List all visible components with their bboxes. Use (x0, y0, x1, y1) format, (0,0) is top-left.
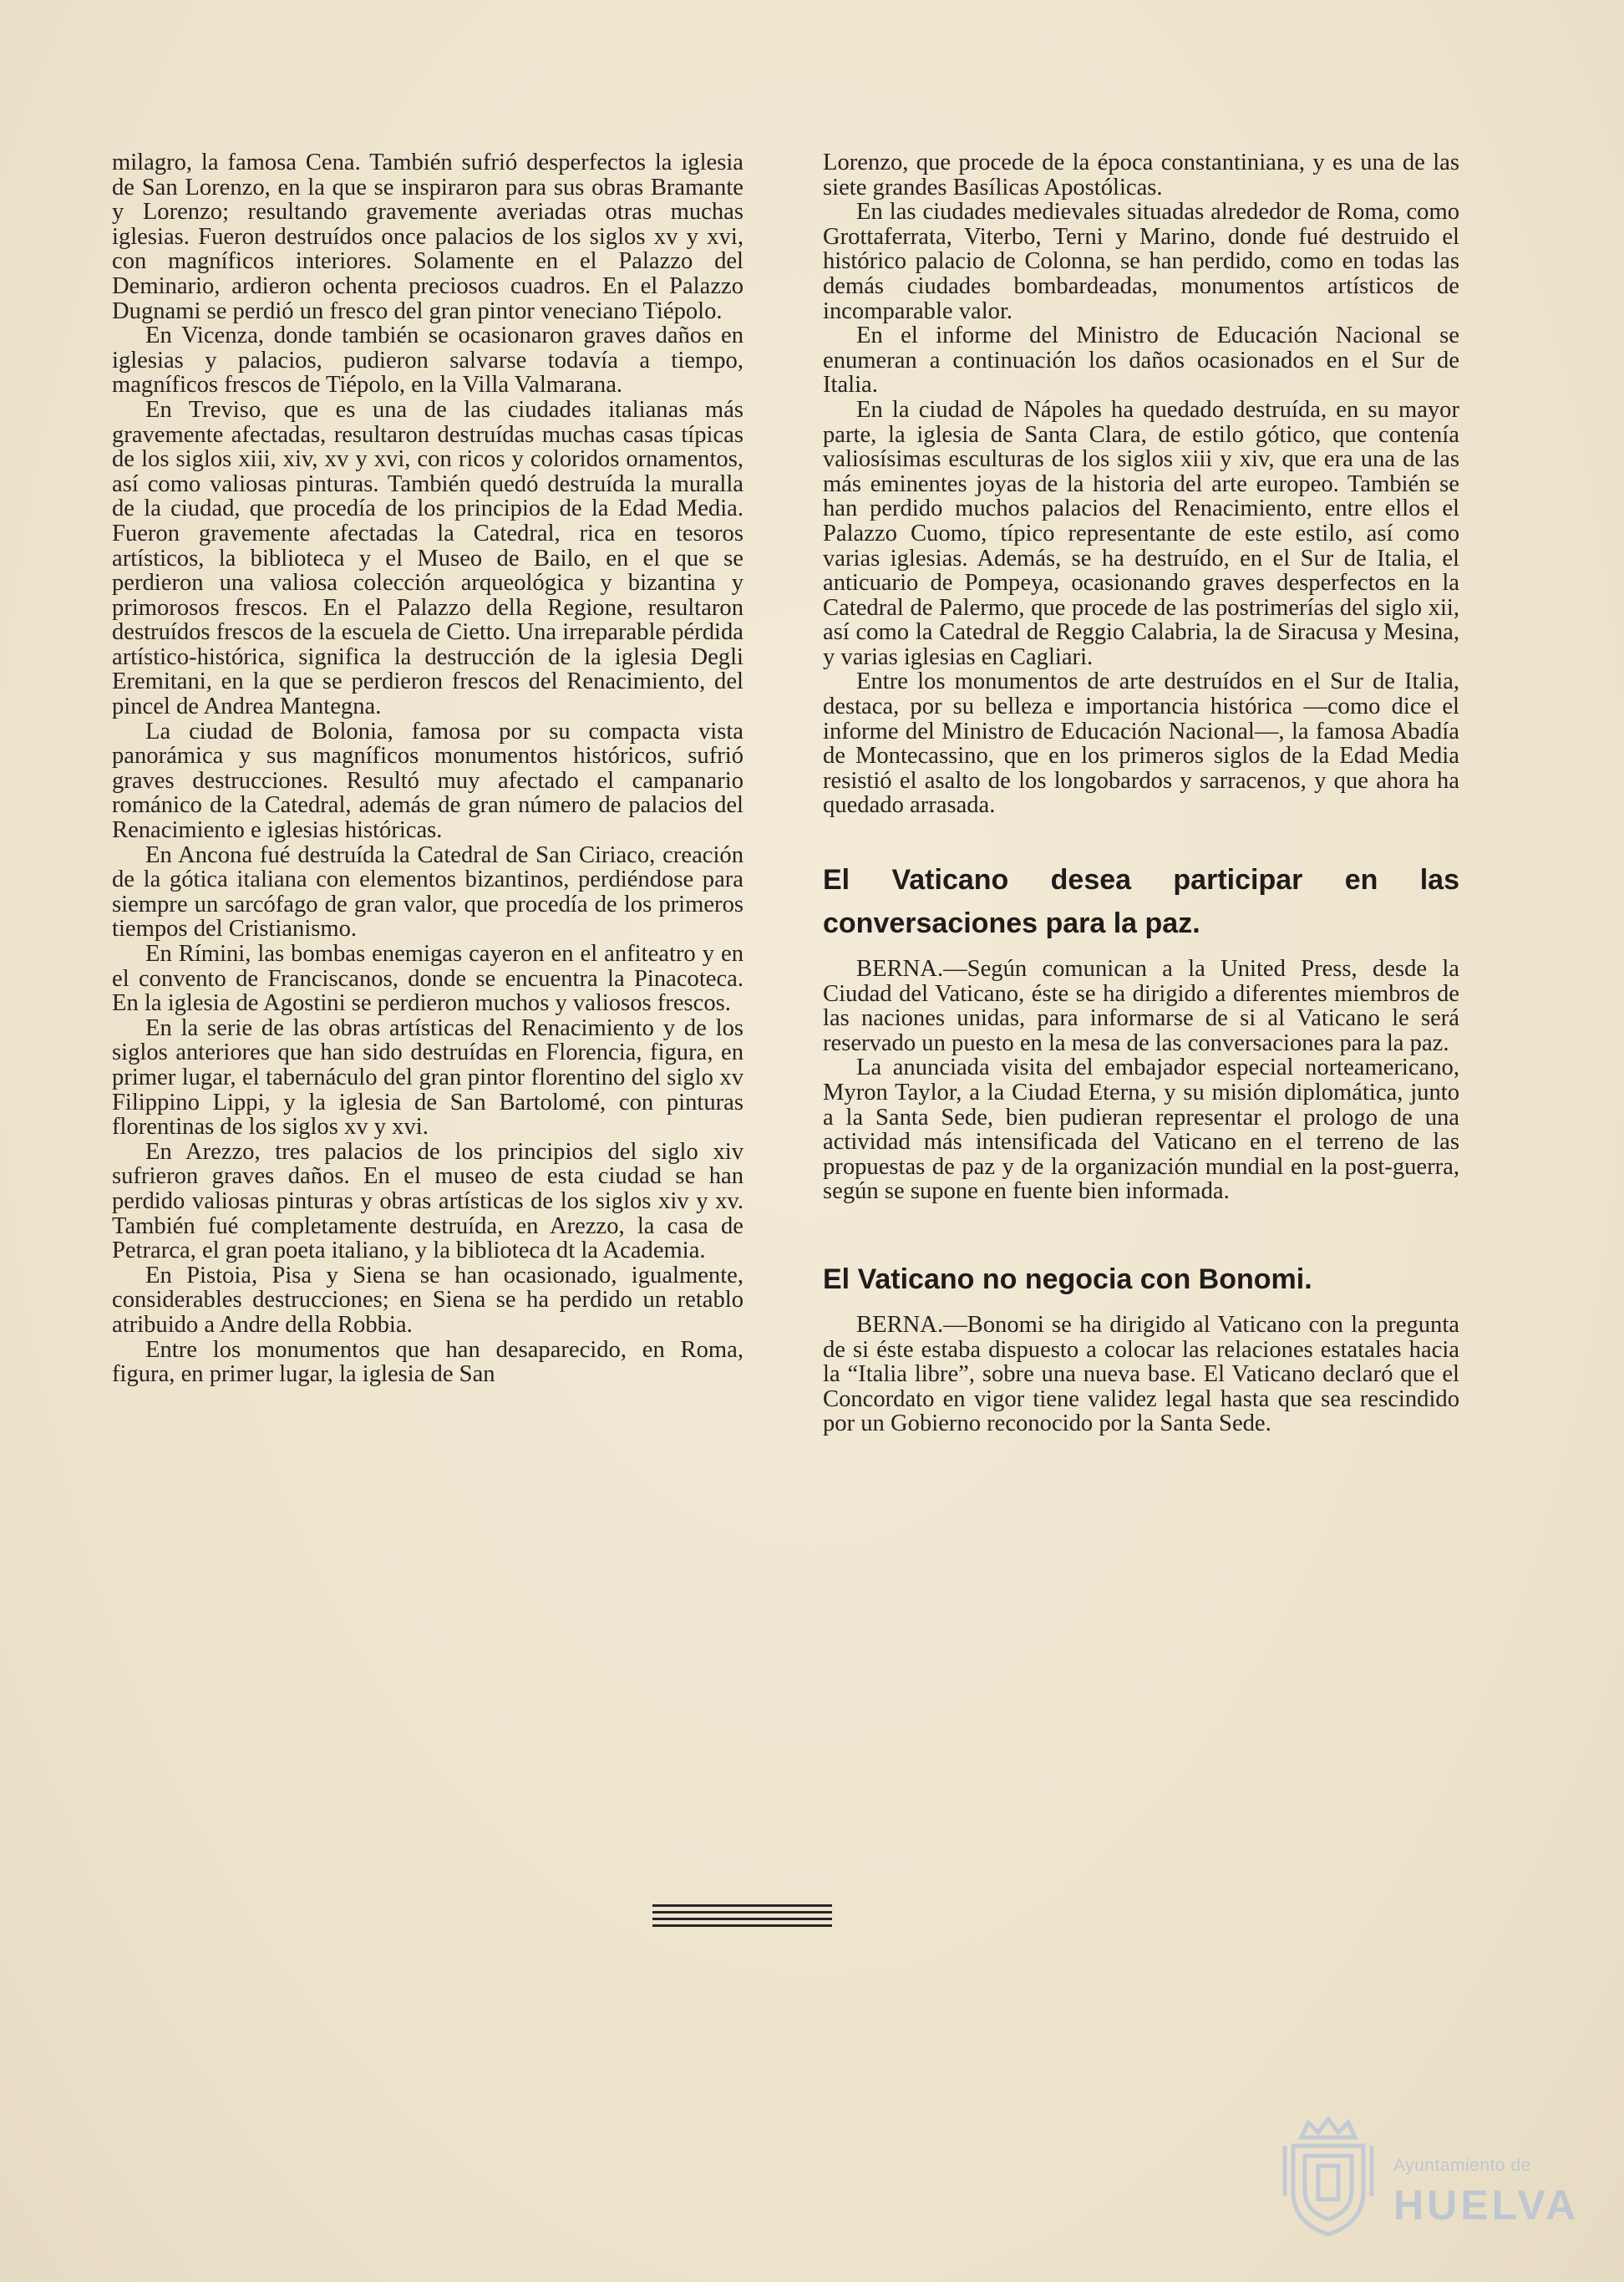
right-paragraph-3: En el informe del Ministro de Educación Nacional se enumeran a continuación los daños ocasionados en el Sur de Italia. (823, 323, 1459, 399)
left-paragraph-9: En Pistoia, Pisa y Siena se han ocasionado, igualmente, considerables destrucciones; en Siena se ha perdido un retablo atribuido a Andre della Robbia. (112, 1262, 743, 1338)
left-paragraph-1: milagro, la famosa Cena. También sufrió desperfectos la iglesia de San Lorenzo, en la que se inspiraron para sus obras Bramante y Lorenzo; resultando gravemente averiadas otras muchas iglesias. Fueron destruídos once palacios de los siglos xv y xvi, con magníficos interiores. Solamente en el Palazzo del Deminario, ardieron ochenta preciosos cuadros. En el Palazzo Dugnami se perdió un fresco del gran pintor veneciano Tiépolo. (112, 150, 743, 324)
right-paragraph-5: Entre los monumentos de arte destruídos en el Sur de Italia, destaca, por su belleza e importancia histórica —como dice el informe del Ministro de Educación Nacional—, la famosa Abadía de Montecassino, que en los primeros siglos de la Edad Media resistió el asalto de los longobardos y sarracenos, y que ahora ha quedado arrasada. (823, 668, 1459, 819)
right-paragraph-1: Lorenzo, que procede de la época constantiniana, y es una de las siete grandes Basílicas Apostólicas. (823, 150, 1459, 201)
left-paragraph-8: En Arezzo, tres palacios de los principios del siglo xiv sufrieron graves daños. En el museo de esta ciudad se han perdido valiosas pinturas y obras artísticas de los siglos xiv y xv. También fué completamente destruída, en Arezzo, la casa de Petrarca, el gran poeta italiano, y la biblioteca dt la Academia. (112, 1138, 743, 1264)
vatican-peace-paragraph-2: La anunciada visita del embajador especial norteamericano, Myron Taylor, a la Ciudad Eterna, y su misión diplomática, junto a la Santa Sede, bien pudieran representar el prologo de una actividad más intensificada del Vaticano en el terreno de las propuestas de paz y de la organización mundial en la post-guerra, según se supone en fuente bien informada. (823, 1055, 1459, 1205)
left-column (112, 150, 743, 1387)
ayuntamiento-huelva-watermark (1276, 2112, 1580, 2238)
left-paragraph-7: En la serie de las obras artísticas del Renacimiento y de los siglos anteriores que han sido destruídas en Florencia, figura, en primer lugar, el tabernáculo del gran pintor florentino del siglo xv Filippino Lippi, y la iglesia de San Bartolomé, con pinturas florentinas de los siglos xv y xvi. (112, 1014, 743, 1141)
left-paragraph-4: La ciudad de Bolonia, famosa por su compacta vista panorámica y sus magníficos monumentos históricos, sufrió graves destrucciones. Resultó muy afectado el campanario románico de la Catedral, además de gran número de palacios del Renacimiento e iglesias históricas. (112, 718, 743, 844)
article-heading-bonomi: El Vaticano no negocia con Bonomi. (823, 1263, 1312, 1295)
left-paragraph-10: Entre los monumentos que han desaparecido, en Roma, figura, en primer lugar, la iglesia de San (112, 1336, 743, 1388)
right-paragraph-4: En la ciudad de Nápoles ha quedado destruída, en su mayor parte, la iglesia de Santa Clara, de estilo gótico, que contenía valiosísimas esculturas de los siglos xiii y xiv, que era una de las más eminentes joyas de la historia del arte europeo. También se han perdido muchos palacios del Renacimiento, entre ellos el Palazzo Cuomo, típico representante de este estilo, así como varias iglesias. Además, se ha destruído, en el Sur de Italia, el anticuario de Pompeya, ocasionando graves desperfectos en la Catedral de Palermo, que procede de las postrimerías del siglo xii, así como la Catedral de Reggio Calabria, la de Siracusa y Mesina, y varias iglesias en Cagliari. (823, 396, 1459, 670)
right-paragraph-2: En las ciudades medievales situadas alrededor de Roma, como Grottaferrata, Viterbo, Terni y Marino, donde fué destruido el histórico palacio de Colonna, se han perdido, como en todas las demás ciudades bombardeadas, monumentos artísticos de incomparable valor. (823, 199, 1459, 324)
bonomi-paragraph-1: BERNA.—Bonomi se ha dirigido al Vaticano con la pregunta de si éste estaba dispuesto a colocar las relaciones estatales hacia la “Italia libre”, sobre una nueva base. El Vaticano declaró que el Concordato en vigor tiene validez legal hasta que sea rescindido por un Gobierno reconocido por la Santa Sede. (823, 1311, 1459, 1437)
watermark-line-1: Ayuntamiento de (1393, 2156, 1531, 2175)
article-heading-vatican-peace: El Vaticano desea participar en las conversaciones para la paz. (823, 864, 1459, 940)
left-paragraph-5: En Ancona fué destruída la Catedral de San Ciriaco, creación de la gótica italiana con elementos bizantinos, perdiéndose para siempre un sarcófago de gran valor, que procedía de los primeros tiempos del Cristianismo. (112, 841, 743, 943)
end-ornament-rule (652, 1904, 832, 1933)
left-paragraph-3: En Treviso, que es una de las ciudades italianas más gravemente afectadas, resultaron destruídas muchas casas típicas de los siglos xiii, xiv, xv y xvi, con ricos y coloridos ornamentos, así como valiosas pinturas. También quedó destruída la muralla de la ciudad, que procedía de los principios de la Edad Media. Fueron gravemente afectadas la Catedral, rica en tesoros artísticos, la biblioteca y el Museo de Bailo, en el que se perdieron una valiosa colección arqueológica y bizantina y primorosos frescos. En el Palazzo della Regione, resultaron destruídos frescos de la escuela de Cietto. Una irreparable pérdida artístico-histórica, significa la destrucción de la iglesia Degli Eremitani, en la que se perdieron frescos del Renacimiento, del pincel de Andrea Mantegna. (112, 396, 743, 720)
right-column (823, 150, 1459, 1436)
coat-of-arms-icon (1276, 2112, 1381, 2238)
watermark-line-2: HUELVA (1393, 2182, 1580, 2229)
left-paragraph-2: En Vicenza, donde también se ocasionaron graves daños en iglesias y palacios, pudieron salvarse todavía a tiempo, magníficos frescos de Tiépolo, en la Villa Valmarana. (112, 323, 743, 399)
left-paragraph-6: En Rímini, las bombas enemigas cayeron en el anfiteatro y en el convento de Franciscanos, donde se encuentra la Pinacoteca. En la iglesia de Agostini se perdieron muchos y valiosos frescos. (112, 941, 743, 1017)
vatican-peace-paragraph-1: BERNA.—Según comunican a la United Press, desde la Ciudad del Vaticano, éste se ha dirigido a diferentes miembros de las naciones unidas, para informarse de si al Vaticano le será reservado un puesto en la mesa de las conversaciones para la paz. (823, 956, 1459, 1056)
